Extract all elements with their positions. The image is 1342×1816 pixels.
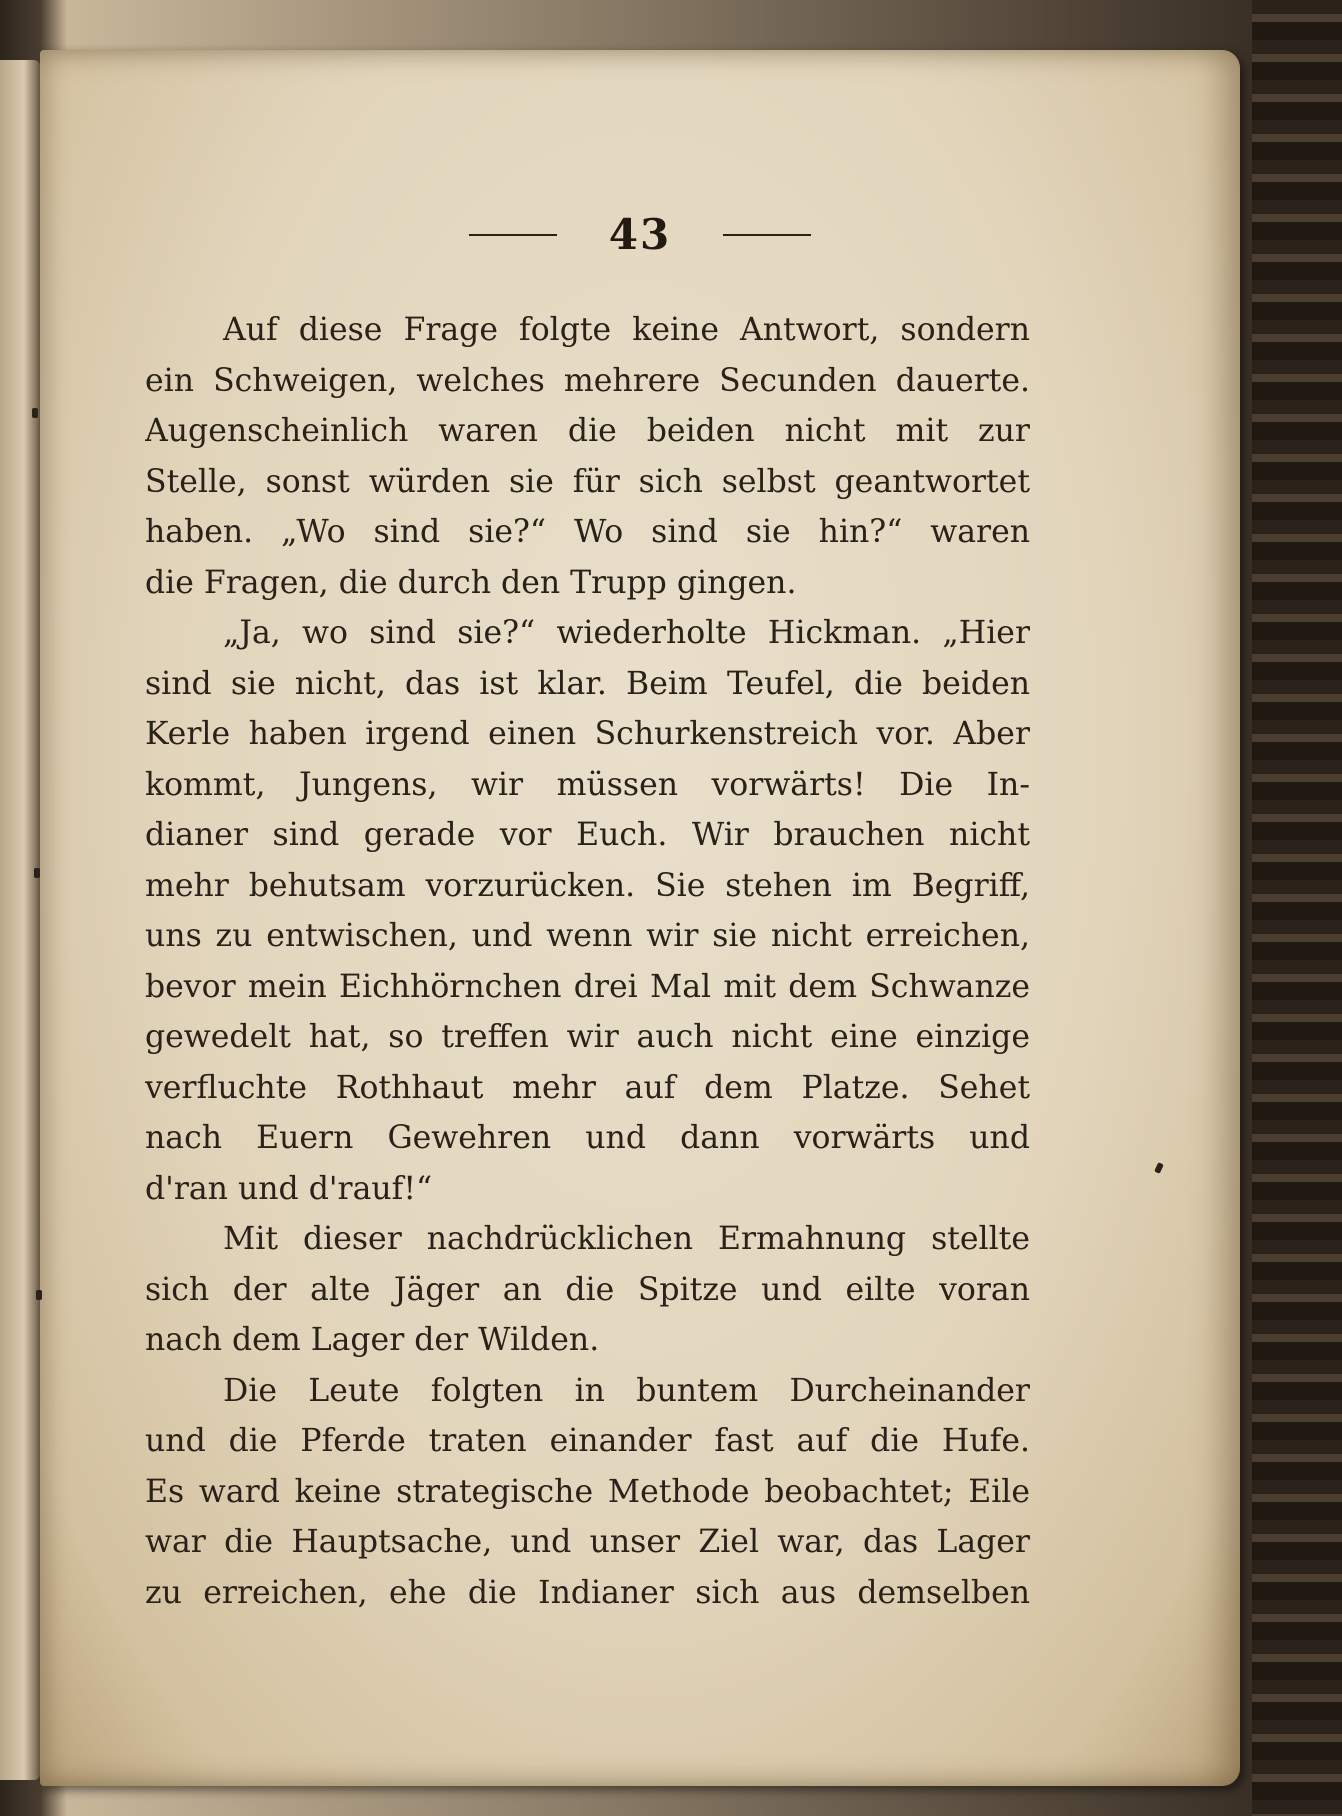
margin-mark bbox=[34, 868, 40, 878]
text-line: war die Hauptsache, und unser Ziel war, das Lager bbox=[145, 1524, 1030, 1560]
previous-page-edge bbox=[0, 60, 40, 1780]
text-line: Augenscheinlich waren die beiden nicht mit zur bbox=[145, 413, 1030, 449]
book-cover-edge bbox=[1252, 0, 1342, 1816]
text-line: „Ja, wo sind sie?“ wiederholte Hickman. „Hier bbox=[223, 615, 1030, 651]
header-rule-left bbox=[469, 234, 557, 236]
page-header bbox=[40, 210, 1240, 259]
text-line: zu erreichen, ehe die Indianer sich aus demselben bbox=[145, 1574, 1030, 1611]
text-line: Die Leute folgten in buntem Durcheinander bbox=[223, 1372, 1030, 1409]
text-line: Kerle haben irgend einen Schurkenstreich vor. Aber bbox=[145, 716, 1030, 752]
text-line: mehr behutsam vorzurücken. Sie stehen im Begriff, bbox=[145, 867, 1030, 904]
text-line: gewedelt hat, so treffen wir auch nicht eine einzige bbox=[145, 1019, 1030, 1055]
text-line: haben. „Wo sind sie?“ Wo sind sie hin?“ waren bbox=[145, 514, 1030, 550]
text-line: nach dem Lager der Wilden. bbox=[145, 1322, 600, 1358]
book-page bbox=[40, 50, 1240, 1786]
text-line: die Fragen, die durch den Trupp gingen. bbox=[145, 564, 797, 601]
text-line: sich der alte Jäger an die Spitze und eilte voran bbox=[145, 1271, 1030, 1308]
margin-mark bbox=[36, 1290, 42, 1300]
header-rule-right bbox=[723, 234, 811, 236]
text-line: uns zu entwischen, und wenn wir sie nicht erreichen, bbox=[145, 918, 1030, 954]
text-line: bevor mein Eichhörnchen drei Mal mit dem Schwanze bbox=[145, 968, 1030, 1005]
text-line: Es ward keine strategische Methode beobachtet; Eile bbox=[145, 1473, 1030, 1510]
text-line: Stelle, sonst würden sie für sich selbst geantwortet bbox=[145, 463, 1030, 500]
text-line: d'ran und d'rauf!“ bbox=[145, 1170, 433, 1207]
text-line: kommt, Jungens, wir müssen vorwärts! Die In- bbox=[145, 766, 1030, 803]
text-line: ein Schweigen, welches mehrere Secunden dauerte. bbox=[145, 362, 1030, 399]
margin-mark bbox=[32, 408, 38, 418]
text-line: und die Pferde traten einander fast auf die Hufe. bbox=[145, 1423, 1030, 1459]
text-line: sind sie nicht, das ist klar. Beim Teufel, die beiden bbox=[145, 665, 1030, 702]
text-line: nach Euern Gewehren und dann vorwärts und bbox=[145, 1120, 1030, 1156]
text-line: Auf diese Frage folgte keine Antwort, sondern bbox=[223, 312, 1030, 348]
text-line: verfluchte Rothhaut mehr auf dem Platze. Sehet bbox=[145, 1069, 1030, 1106]
body-text bbox=[145, 305, 1030, 1618]
text-line: Mit dieser nachdrücklichen Ermahnung stellte bbox=[223, 1221, 1030, 1257]
text-line: dianer sind gerade vor Euch. Wir brauchen nicht bbox=[145, 817, 1030, 853]
page-number: 43 bbox=[608, 210, 672, 259]
